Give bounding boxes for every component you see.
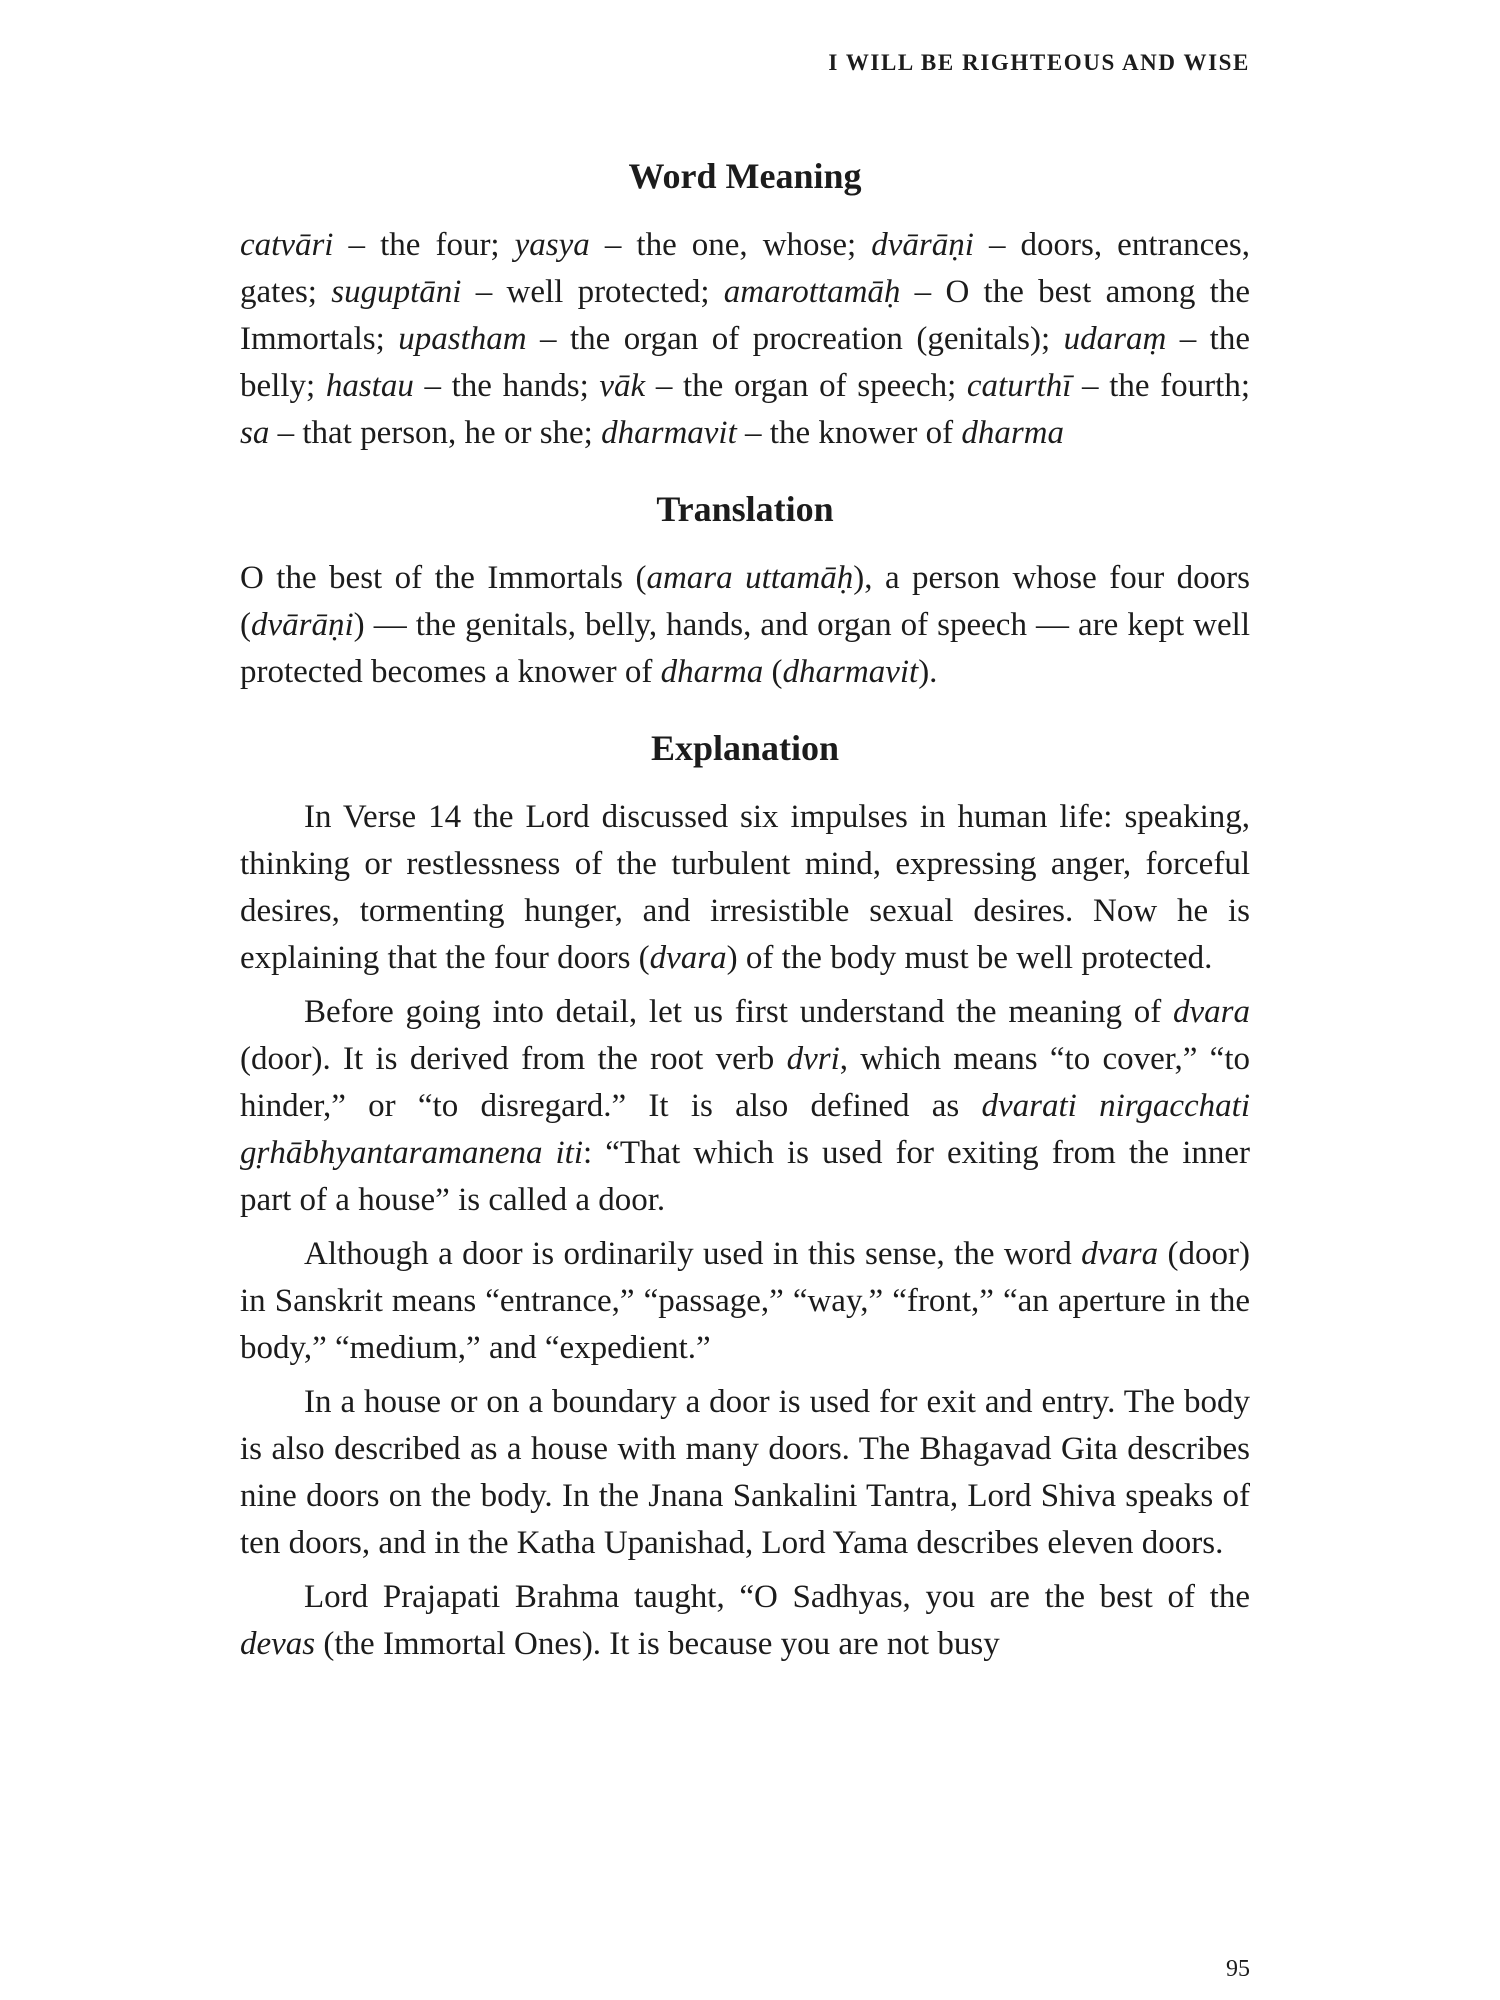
explanation-paragraph-3: Although a door is ordinarily used in this sense, the word dvara (door) in Sanskrit means “entrance,” “passage,” “way,” “front,” “an aperture in the body,” “medium,” and “expedient.”	[240, 1236, 1250, 1366]
translation-paragraph: O the best of the Immortals (amara uttamāḥ), a person whose four doors (dvārāṇi) — the genitals, belly, hands, and organ of speech — are kept well protected becomes a knower of dharma (dharmavit).	[240, 560, 1250, 690]
word-meaning-heading: Word Meaning	[628, 156, 862, 196]
explanation-heading: Explanation	[650, 728, 840, 768]
explanation-paragraph-1: In Verse 14 the Lord discussed six impulses in human life: speaking, thinking or restlessness of the turbulent mind, expressing anger, forceful desires, tormenting hunger, and irresistible sexual desires. Now he is explaining that the four doors (dvara) of the body must be well protected.	[240, 799, 1250, 976]
explanation-paragraph-4: In a house or on a boundary a door is used for exit and entry. The body is also described as a house with many doors. The Bhagavad Gita describes nine doors on the body. In the Jnana Sankalini Tantra, Lord Shiva speaks of ten doors, and in the Katha Upanishad, Lord Yama describes eleven doors.	[240, 1384, 1250, 1561]
running-head: I WILL BE RIGHTEOUS AND WISE	[828, 50, 1250, 75]
translation-heading: Translation	[656, 489, 834, 529]
page-number: 95	[1226, 1956, 1250, 1982]
explanation-paragraph-2: Before going into detail, let us first understand the meaning of dvara (door). It is derived from the root verb dvri, which means “to cover,” “to hinder,” or “to disregard.” It is also defined as dvarati nirgacchati gṛhābhyantaramanena iti: “That which is used for exiting from the inner part of a house” is called a door.	[240, 994, 1251, 1218]
page-body	[240, 148, 1250, 1668]
explanation-paragraph-5: Lord Prajapati Brahma taught, “O Sadhyas, you are the best of the devas (the Immortal Ones). It is because you are not busy	[240, 1579, 1250, 1662]
word-meaning-paragraph: catvāri – the four; yasya – the one, whose; dvārāṇi – doors, entrances, gates; suguptāni – well protected; amarottamāḥ – O the best among the Immortals; upastham – the organ of procreation (genitals); udaraṃ – the belly; hastau – the hands; vāk – the organ of speech; caturthī – the fourth; sa – that person, he or she; dharmavit – the knower of dharma	[240, 227, 1251, 451]
